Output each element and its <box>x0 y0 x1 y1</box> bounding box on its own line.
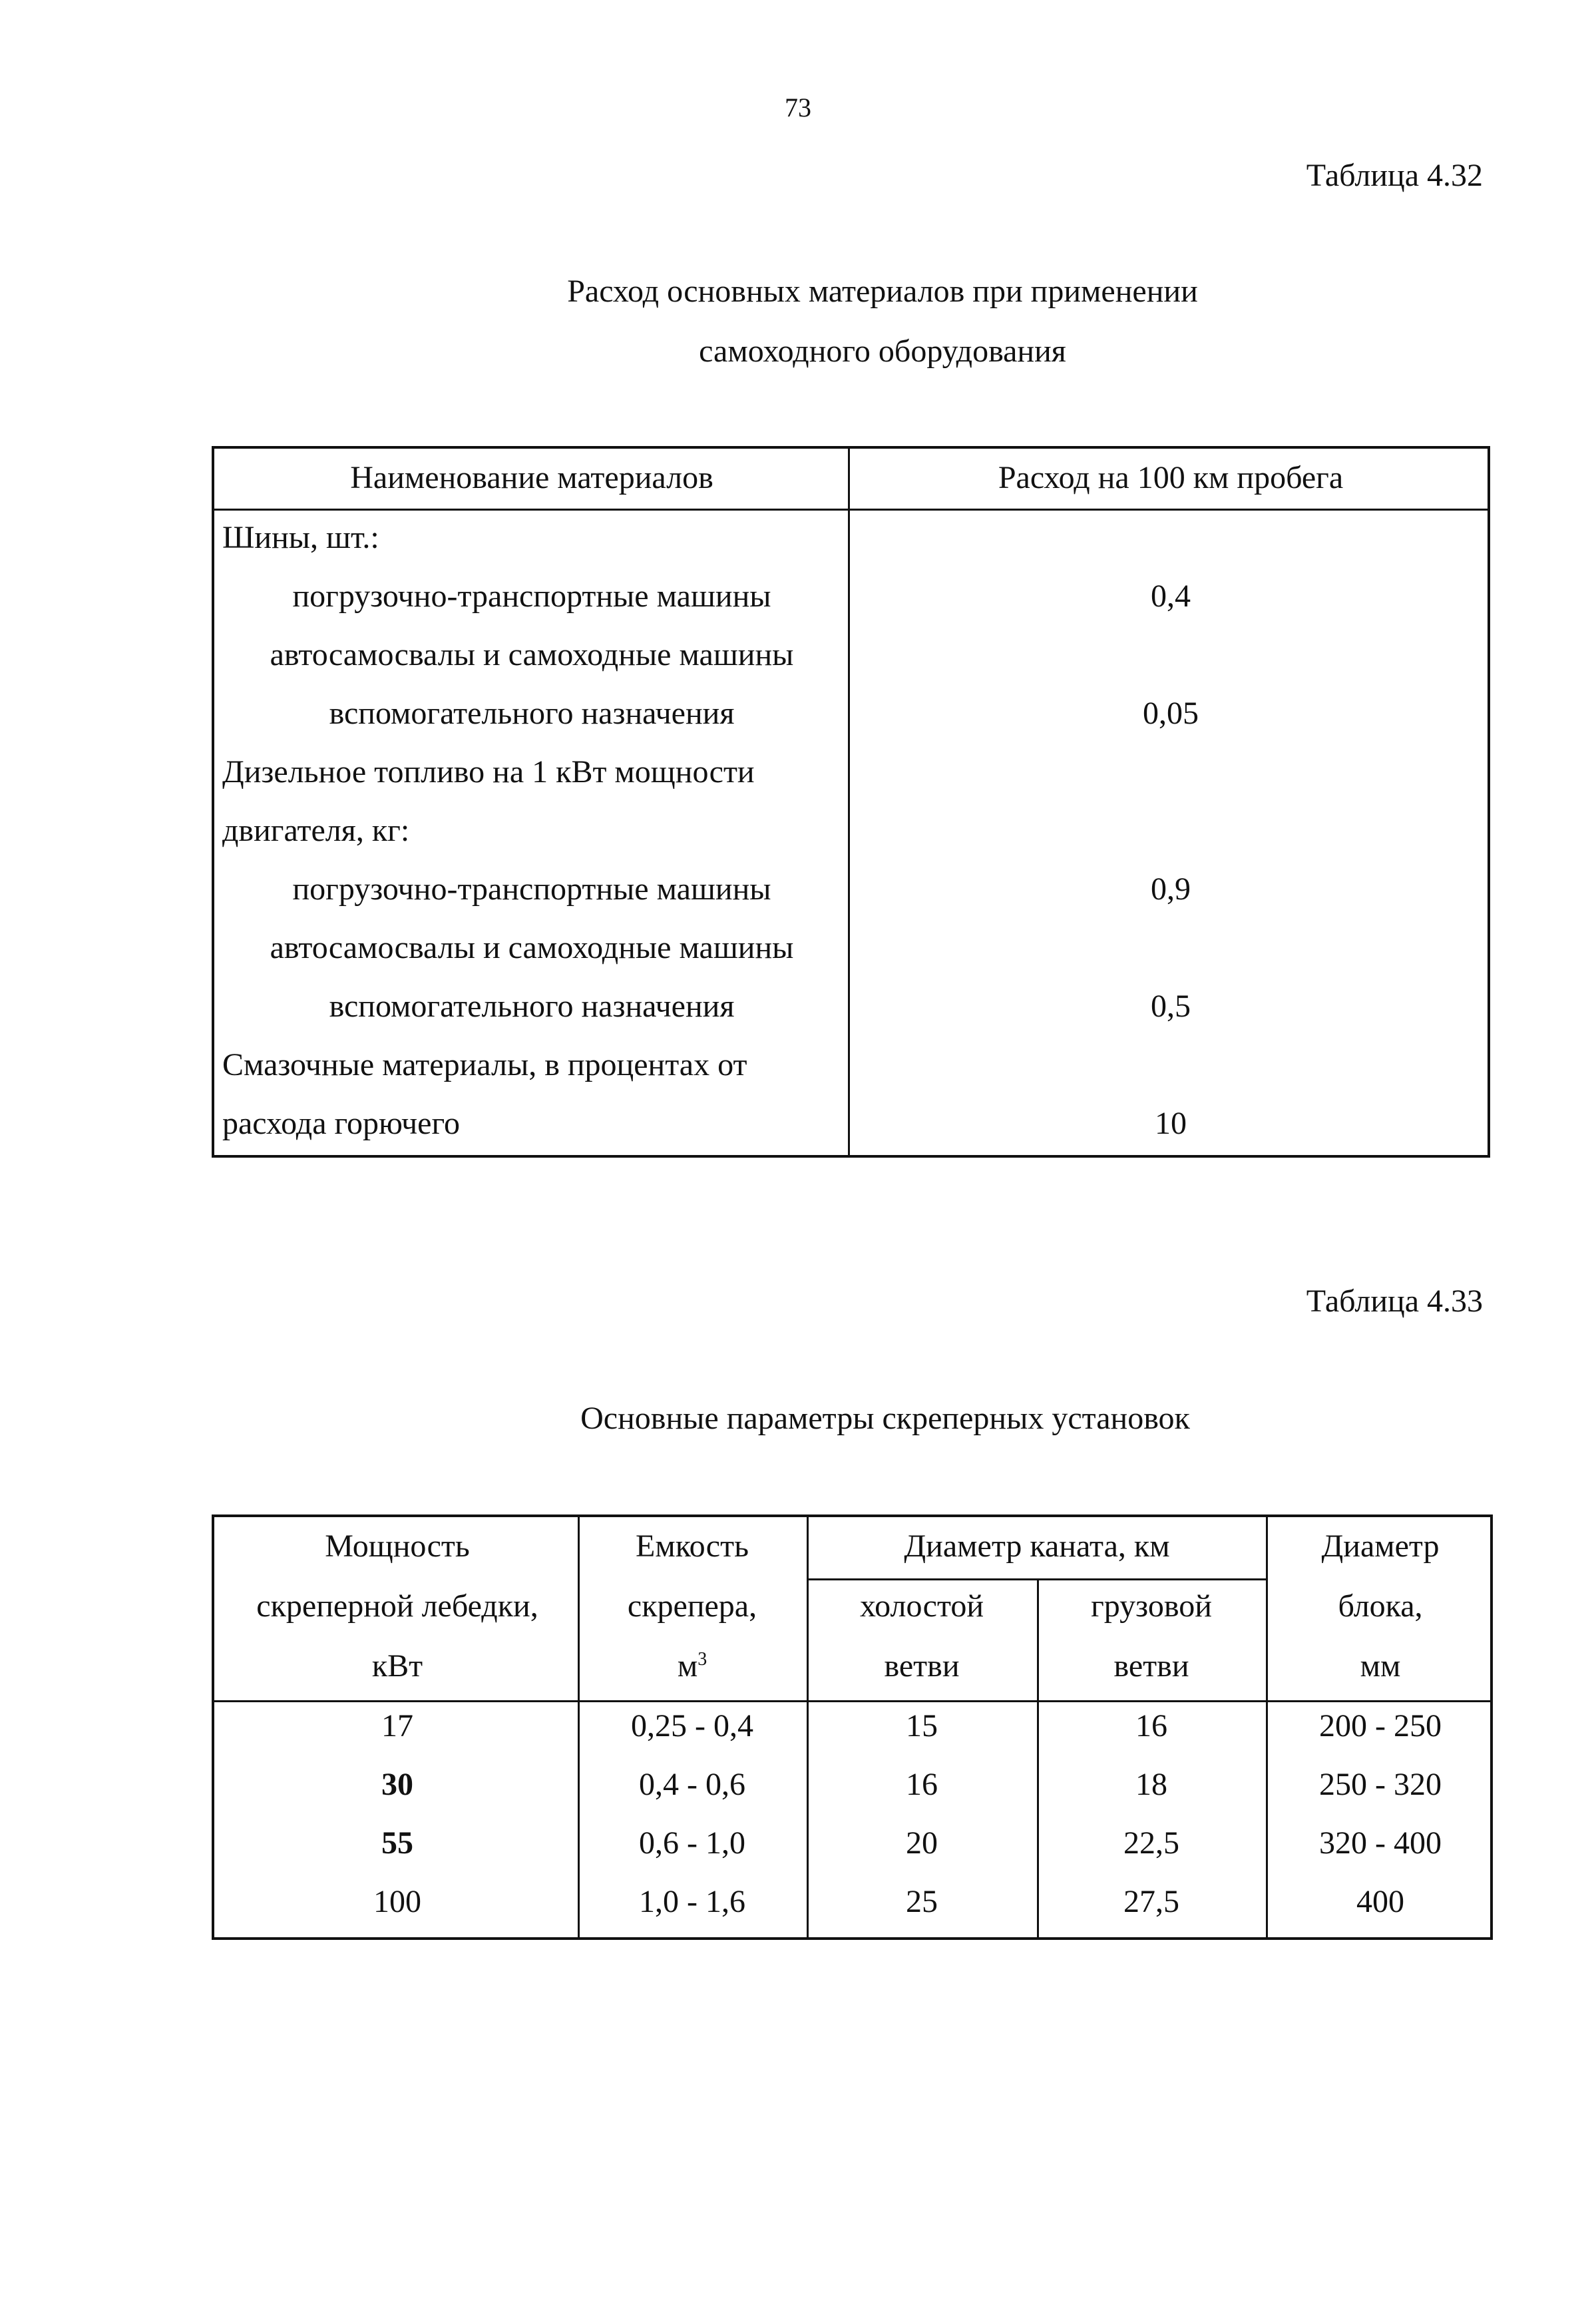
header-consumption: Расход на 100 км пробега <box>998 460 1344 495</box>
table-cell: 30 <box>381 1767 413 1802</box>
header-idle-line-1: холостой <box>859 1588 984 1624</box>
table-cell: 1,0 - 1,6 <box>639 1884 745 1919</box>
header-block-line-2: блока, <box>1338 1588 1423 1624</box>
capacity-unit-exponent: 3 <box>698 1649 707 1670</box>
header-divider <box>214 509 1488 511</box>
table-cell: 17 <box>381 1708 413 1743</box>
header-idle-line-2: ветви <box>884 1648 960 1684</box>
table-cell: 55 <box>381 1825 413 1861</box>
table-title: Основные параметры скреперных установок <box>580 1401 1190 1436</box>
capacity-unit: м <box>677 1648 698 1684</box>
table-cell: 27,5 <box>1123 1884 1179 1919</box>
value-diesel-loading: 0,9 <box>1151 871 1191 907</box>
row-diesel-line-2: двигателя, кг: <box>222 813 410 848</box>
row-tires-dump-line-2: вспомогательного назначения <box>329 696 735 731</box>
header-block-line-1: Диаметр <box>1321 1528 1440 1564</box>
header-load-line-1: грузовой <box>1091 1588 1212 1624</box>
table-cell: 25 <box>906 1884 938 1919</box>
column-divider <box>848 449 850 1155</box>
table-cell: 22,5 <box>1123 1825 1179 1861</box>
table-cell: 200 - 250 <box>1319 1708 1442 1743</box>
header-load-line-2: ветви <box>1113 1648 1189 1684</box>
subheader-divider <box>807 1578 1268 1580</box>
page-number: 73 <box>785 93 811 122</box>
value-diesel-dump: 0,5 <box>1151 989 1191 1024</box>
table-cell: 0,6 - 1,0 <box>639 1825 745 1861</box>
header-power-line-1: Мощность <box>325 1528 470 1564</box>
header-capacity-line-2: скрепера, <box>627 1588 757 1624</box>
header-materials: Наименование материалов <box>350 460 713 495</box>
column-divider <box>578 1517 580 1937</box>
header-block-line-3: мм <box>1360 1648 1401 1684</box>
table-cell: 16 <box>906 1767 938 1802</box>
table-caption: Таблица 4.33 <box>1306 1283 1483 1319</box>
row-diesel-dump-line-2: вспомогательного назначения <box>329 989 735 1024</box>
row-diesel-dump-line-1: автосамосвалы и самоходные машины <box>270 930 794 965</box>
table-cell: 20 <box>906 1825 938 1861</box>
row-tires-loading: погрузочно-транспортные машины <box>292 579 771 614</box>
row-lube-line-1: Смазочные материалы, в процентах от <box>222 1047 747 1082</box>
row-tires-dump-line-1: автосамосвалы и самоходные машины <box>270 637 794 672</box>
table-cell: 18 <box>1135 1767 1167 1802</box>
header-capacity-line-1: Емкость <box>636 1528 749 1564</box>
header-power-line-3: кВт <box>371 1648 423 1684</box>
value-lube: 10 <box>1155 1106 1187 1141</box>
row-diesel-loading: погрузочно-транспортные машины <box>292 871 771 907</box>
table-cell: 15 <box>906 1708 938 1743</box>
table-cell: 0,4 - 0,6 <box>639 1767 745 1802</box>
table-cell: 0,25 - 0,4 <box>631 1708 753 1743</box>
value-tires-loading: 0,4 <box>1151 579 1191 614</box>
row-lube-line-2: расхода горючего <box>222 1106 460 1141</box>
table-cell: 16 <box>1135 1708 1167 1743</box>
header-power-line-2: скреперной лебедки, <box>256 1588 538 1624</box>
header-divider <box>214 1700 1490 1702</box>
table-cell: 320 - 400 <box>1319 1825 1442 1861</box>
materials-table <box>212 446 1490 1158</box>
row-diesel-line-1: Дизельное топливо на 1 кВт мощности <box>222 754 755 790</box>
value-tires-dump: 0,05 <box>1143 696 1199 731</box>
table-title-line-1: Расход основных материалов при применении <box>567 274 1198 309</box>
table-title-line-2: самоходного оборудования <box>699 334 1066 369</box>
table-cell: 400 <box>1356 1884 1404 1919</box>
column-divider <box>1037 1578 1039 1937</box>
table-caption: Таблица 4.32 <box>1306 158 1483 193</box>
row-tires-label: Шины, шт.: <box>222 520 379 555</box>
table-cell: 250 - 320 <box>1319 1767 1442 1802</box>
scraper-table <box>212 1514 1493 1940</box>
header-capacity-unit <box>678 1650 707 1682</box>
table-cell: 100 <box>373 1884 421 1919</box>
header-rope-diameter: Диаметр каната, км <box>904 1528 1170 1564</box>
